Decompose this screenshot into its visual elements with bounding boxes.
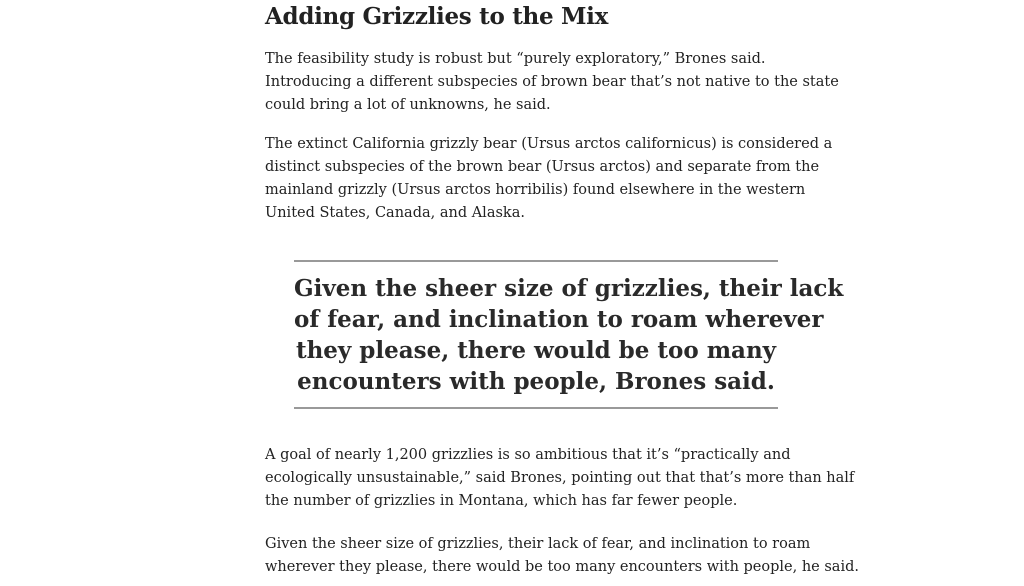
paragraph-line: wherever they please, there would be too many encounters with people, he said. [265, 559, 859, 575]
paragraph-feasibility-study [265, 48, 839, 117]
paragraph-encounters [265, 533, 859, 579]
paragraph-line: Given the sheer size of grizzlies, their lack of fear, and inclination to roam [265, 536, 811, 552]
paragraph-line: ecologically unsustainable,” said Brones, pointing out that that’s more than half [265, 470, 855, 486]
paragraph-line: The feasibility study is robust but “purely exploratory,” Brones said. [265, 51, 766, 67]
section-heading: Adding Grizzlies to the Mix [265, 3, 609, 30]
paragraph-line: distinct subspecies of the brown bear (Ursus arctos) and separate from the [265, 159, 820, 175]
pull-quote-line: of fear, and inclination to roam wherever [294, 306, 824, 333]
paragraph-line: United States, Canada, and Alaska. [265, 205, 525, 221]
pull-quote-top-divider [294, 260, 778, 262]
pull-quote-line: they please, there would be too many [295, 337, 777, 364]
pull-quote [294, 260, 844, 410]
paragraph-line: could bring a lot of unknowns, he said. [265, 97, 551, 113]
paragraph-line: The extinct California grizzly bear (Ursus arctos californicus) is considered a [265, 136, 833, 152]
paragraph-line: Introducing a different subspecies of brown bear that’s not native to the state [265, 74, 839, 90]
paragraph-line: A goal of nearly 1,200 grizzlies is so ambitious that it’s “practically and [265, 447, 791, 463]
paragraph-population-goal [265, 444, 855, 513]
paragraph-line: the number of grizzlies in Montana, which has far fewer people. [265, 493, 738, 509]
pull-quote-line: encounters with people, Brones said. [297, 368, 775, 395]
pull-quote-line: Given the sheer size of grizzlies, their lack [294, 275, 844, 302]
paragraph-california-grizzly [265, 133, 833, 225]
paragraph-line: mainland grizzly (Ursus arctos horribilis) found elsewhere in the western [265, 182, 806, 198]
pull-quote-bottom-divider [294, 407, 778, 409]
pull-quote-text [294, 273, 844, 397]
